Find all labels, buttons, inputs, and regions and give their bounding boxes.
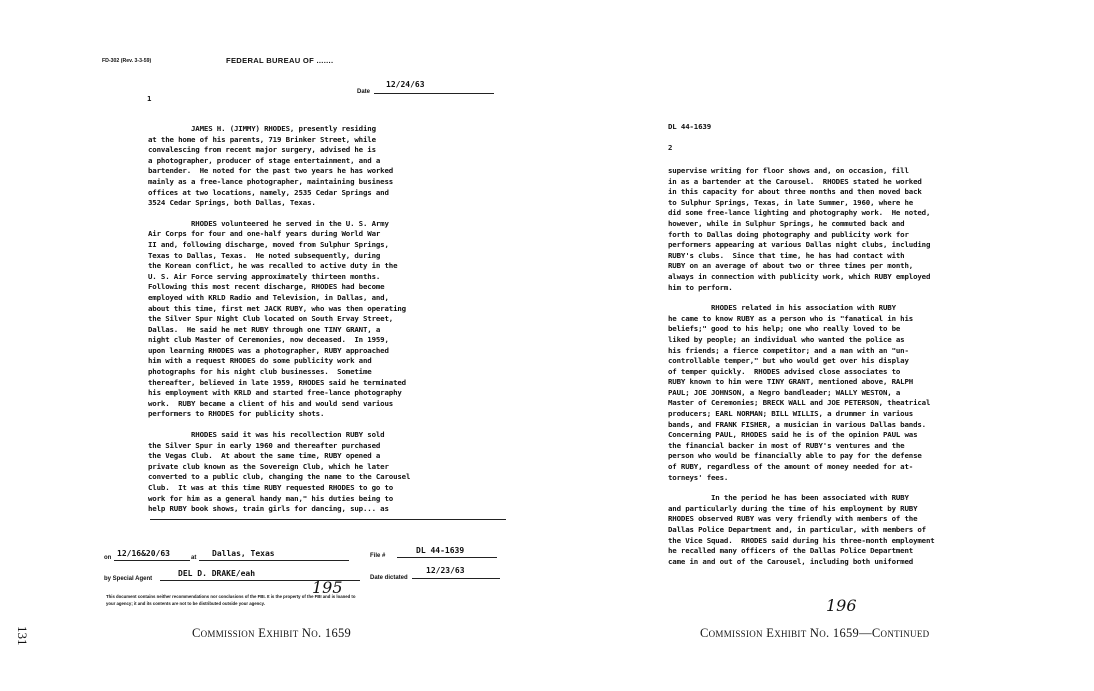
text-line: converted to a public club, changing the name to the Carousel [148, 472, 411, 482]
text-line: him with a request RHODES do some publicity work and [148, 356, 372, 366]
form-agent-value: DEL D. DRAKE/eah [178, 569, 256, 578]
text-line: In the period he has been associated with RUBY [668, 493, 909, 503]
caption-left [192, 626, 351, 641]
disclaimer-line-2: your agency; it and its contents are not to be distributed outside your agency. [106, 601, 265, 606]
date-rule [374, 93, 494, 94]
form-agent-label: by Special Agent [104, 576, 153, 582]
text-line: producers; EARL NORMAN; BILL WILLIS, a drummer in various [668, 409, 914, 419]
dictated-rule [412, 578, 500, 579]
right-paragraph-2 [668, 303, 935, 483]
handwritten-page-number-left: 195 [312, 578, 343, 597]
text-line: at the home of his parents, 719 Brinker Street, while [148, 134, 376, 144]
text-line: bartender. He noted for the past two years he has worked [148, 166, 394, 176]
right-paragraph-1 [668, 166, 935, 293]
form-at-value: Dallas, Texas [212, 549, 275, 558]
date-label: Date [357, 89, 371, 95]
text-line: private club known as the Sovereign Club, which he later [148, 461, 389, 471]
text-line: Air Corps for four and one-half years during World War [148, 229, 381, 239]
text-line: he recalled many officers of the Dallas Police Department [668, 546, 914, 556]
on-rule [114, 560, 190, 561]
text-line: night club Master of Ceremonies, now deceased. In 1959, [148, 335, 389, 345]
text-line: help RUBY book shows, train girls for dancing, sup... as [148, 504, 389, 514]
text-line: RHODES observed RUBY was very friendly with members of the [668, 514, 918, 524]
text-line: Texas to Dallas, Texas. He noted subsequently, during [148, 250, 381, 260]
text-line: to Sulphur Springs, Texas, in late Summer, 1960, where he [668, 197, 914, 207]
text-line: of RUBY, regardless of the amount of money needed for at- [668, 462, 914, 472]
text-line: II and, following discharge, moved from Sulphur Springs, [148, 239, 389, 249]
text-line: JAMES H. (JIMMY) RHODES, presently residing [148, 124, 376, 133]
text-line: the financial backer in most of RUBY's ventures and the [668, 440, 905, 450]
disclaimer-line-1: This document contains neither recommendations nor conclusions of the FBI. It is the property of the FBI and is loaned to [106, 594, 356, 599]
left-paragraph-3 [148, 430, 410, 515]
form-dictated-label: Date dictated [370, 575, 408, 581]
text-line: he came to know RUBY as a person who is "fanatical in his [668, 313, 914, 323]
file-rule [397, 557, 497, 558]
left-paragraph-1 [148, 124, 410, 209]
text-line: mainly as a free-lance photographer, maintaining business [148, 176, 394, 186]
text-line: employed with KRLD Radio and Television, in Dallas, and, [148, 292, 389, 302]
body-end-rule [150, 519, 506, 520]
text-line: did some free-lance lighting and photography work. He noted, [668, 208, 931, 218]
page-number-right: 2 [668, 143, 673, 152]
page-number-left: 1 [147, 94, 152, 103]
text-line: U. S. Air Force serving approximately thirteen months. [148, 271, 381, 281]
text-line: of temper quickly. RHODES advised close associates to [668, 366, 901, 376]
text-line: about this time, first met JACK RUBY, who was then operating [148, 303, 406, 313]
text-line: upon learning RHODES was a photographer, RUBY approached [148, 345, 389, 355]
text-line: liked by people; an individual who wanted the police as [668, 334, 905, 344]
text-line: however, while in Sulphur Springs, he commuted back and [668, 218, 905, 228]
form-on-value: 12/16&20/63 [117, 549, 170, 558]
file-number-right: DL 44-1639 [668, 122, 711, 131]
text-line: came in and out of the Carousel, including both uniformed [668, 556, 914, 566]
caption-right [700, 626, 929, 641]
text-line: the Vegas Club. At about the same time, RUBY opened a [148, 451, 381, 461]
text-line: supervise writing for floor shows and, on occasion, fill [668, 166, 909, 175]
text-line: work. RUBY became a client of his and would send various [148, 398, 394, 408]
left-body [148, 124, 410, 515]
text-line: photographs for his night club businesses. Sometime [148, 367, 372, 377]
text-line: the Silver Spur in early 1960 and thereafter purchased [148, 440, 381, 450]
text-line: RUBY known to him were TINY GRANT, mentioned above, RALPH [668, 377, 914, 387]
text-line: RHODES said it was his recollection RUBY sold [148, 430, 385, 440]
text-line: Following this most recent discharge, RHODES had become [148, 282, 385, 292]
text-line: RHODES volunteered he served in the U. S. Army [148, 218, 389, 228]
text-line: his friends; a fierce competitor; and a man with an "un- [668, 345, 909, 355]
text-line: the Korean conflict, he was recalled to active duty in the [148, 261, 398, 271]
at-rule [199, 560, 349, 561]
text-line: Concerning PAUL, RHODES said he is of the opinion PAUL was [668, 430, 918, 440]
text-line: in as a bartender at the Carousel. RHODES stated he worked [668, 176, 922, 186]
text-line: bands, and FRANK FISHER, a musician in various Dallas bands. [668, 419, 926, 429]
text-line: the Vice Squad. RHODES said during his three-month employment [668, 535, 935, 545]
caption-right-text: Commission Exhibit No. 1659—Continued [700, 626, 930, 640]
text-line: torneys' fees. [668, 472, 729, 482]
bureau-header: FEDERAL BUREAU OF ....... [226, 56, 334, 65]
text-line: in this capacity for about three months and then moved back [668, 187, 922, 197]
form-file-value: DL 44-1639 [416, 546, 465, 555]
text-line: the Silver Spur Night Club located on South Ervay Street, [148, 314, 394, 324]
side-page-number: 131 [15, 626, 30, 646]
text-line: RUBY's clubs. Since that time, he has had contact with [668, 250, 905, 260]
text-line: performers appearing at various Dallas night clubs, including [668, 240, 931, 250]
text-line: beliefs;" good to his help; one who really loved to be [668, 324, 901, 334]
text-line: controllable temper," but who would get over his display [668, 356, 909, 366]
handwritten-page-number-right: 196 [826, 596, 857, 615]
right-paragraph-3 [668, 493, 935, 567]
text-line: him to perform. [668, 282, 733, 292]
text-line: offices at two locations, namely, 2535 Cedar Springs and [148, 187, 389, 197]
text-line: performers to RHODES for publicity shots. [148, 409, 325, 419]
text-line: RUBY on an average of about two or three times per month, [668, 261, 914, 271]
form-on-label: on [104, 555, 112, 561]
text-line: thereafter, believed in late 1959, RHODES said he terminated [148, 377, 406, 387]
text-line: RHODES related in his association with RUBY [668, 303, 896, 313]
date-value: 12/24/63 [386, 80, 425, 89]
text-line: Dallas Police Department and, in particular, with members of [668, 525, 926, 534]
text-line: Club. It was at this time RUBY requested RHODES to go to [148, 483, 394, 492]
text-line: person who would be financially able to pay for the defense [668, 451, 922, 461]
right-body [668, 166, 935, 567]
text-line: forth to Dallas doing photography and publicity work for [668, 229, 909, 239]
text-line: and particularly during the time of his employment by RUBY [668, 503, 918, 513]
text-line: PAUL; JOE JOHNSON, a Negro bandleader; WALLY WESTON, a [668, 387, 901, 397]
left-paragraph-2 [148, 219, 410, 420]
text-line: work for him as a general handy man," his duties being to [148, 493, 394, 503]
caption-left-text: Commission Exhibit No. 1659 [192, 626, 352, 640]
text-line: convalescing from recent major surgery, advised he is [148, 145, 376, 155]
form-file-label: File # [370, 553, 386, 559]
form-at-label: at [191, 555, 197, 561]
text-line: his employment with KRLD and started free-lance photography [148, 388, 402, 398]
text-line: 3524 Cedar Springs, both Dallas, Texas. [148, 198, 316, 208]
text-line: a photographer, producer of stage entertainment, and a [148, 155, 381, 165]
text-line: Master of Ceremonies; BRECK WALL and JOE PETERSON, theatrical [668, 398, 931, 408]
form-dictated-value: 12/23/63 [426, 566, 465, 575]
text-line: Dallas. He said he met RUBY through one TINY GRANT, a [148, 324, 381, 334]
text-line: always in connection with publicity work, which RUBY employed [668, 271, 931, 281]
form-number: FD-302 (Rev. 3-3-59) [102, 58, 152, 64]
